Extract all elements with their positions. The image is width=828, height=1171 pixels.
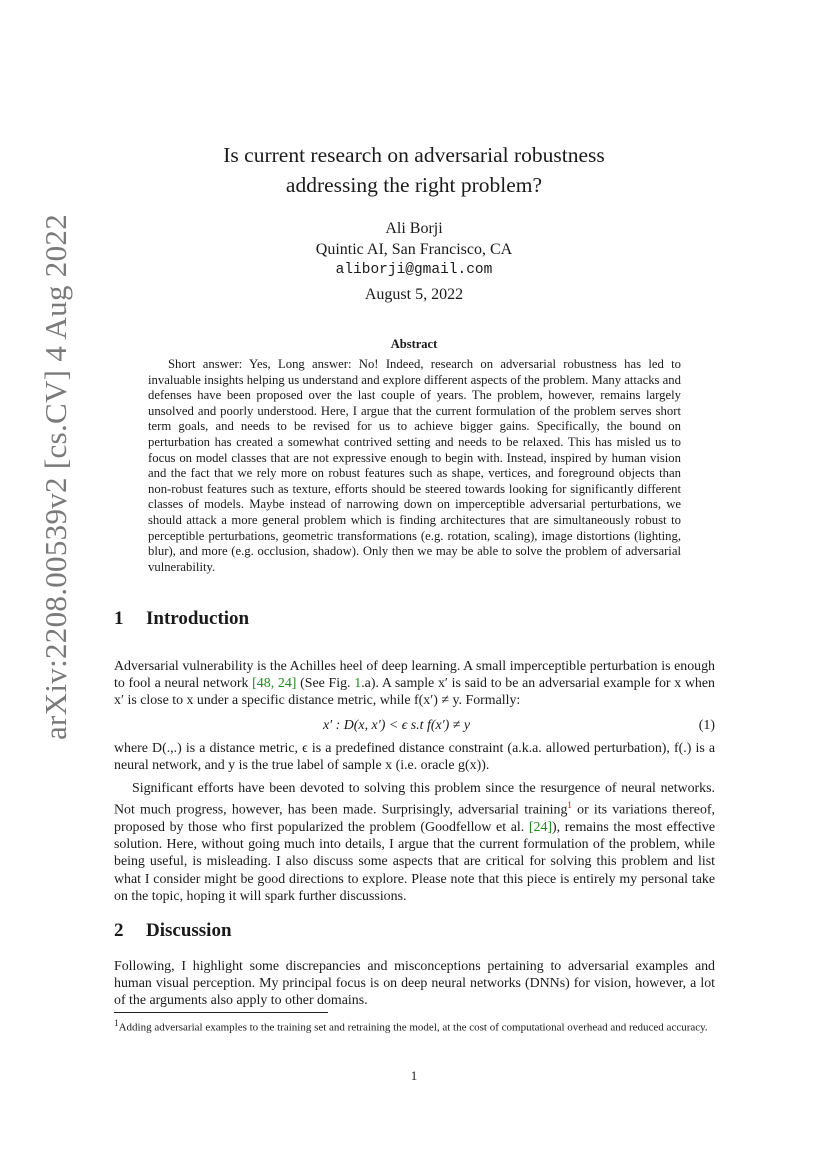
arxiv-identifier: arXiv:2208.00539v2 [cs.CV] 4 Aug 2022 — [38, 213, 73, 740]
figure-link[interactable]: 1 — [354, 676, 362, 692]
citation-link[interactable]: [48, 24] — [252, 676, 297, 692]
text-run: .a). A sample x′ is said to be an adversarial example for x when x′ is close to x under a specific distance metric, while f(x′) ≠ y. Formally: — [114, 676, 715, 709]
page-number: 1 — [410, 1068, 418, 1083]
text-run: Adversarial vulnerability is the Achilles heel of deep learning. A small imperceptible perturbation is enough to fool a neural network — [114, 659, 715, 692]
section-number: 2 — [114, 920, 124, 941]
title-line-2: addressing the right problem? — [285, 173, 543, 197]
intro-paragraph-3 — [114, 780, 715, 905]
paper-date: August 5, 2022 — [364, 286, 464, 303]
citation-link[interactable]: [24] — [528, 820, 553, 836]
paper-title — [114, 140, 714, 200]
text-run: ), remains the most effective solution. Here, without going much into details, I argue that the current formulation of the problem, while being useful, is misleading. I also discuss some aspects that are critical for solving this problem and list what I consider might be good directions to explore. Please note that this piece is entirely my personal take on the topic, hoping it will spark further discussions. — [114, 820, 715, 904]
abstract-text: Short answer: Yes, Long answer: No! Indeed, research on adversarial robustness has led to invaluable insights helping us understand and explore different aspects of the problem. Many attacks and defenses have been proposed over the last couple of years. The problem, however, remains largely unsolved and poorly understood. Here, I argue that the current formulation of the problem serves short term goals, and needs to be revised for us to achieve bigger gains. Specifically, the bound on perturbation has created a somewhat contrived setting and needs to be relaxed. This has misled us to focus on model classes that are not expressive enough to begin with. Instead, inspired by human vision and the fact that we rely more on robust features such as shape, vertices, and foreground objects than non-robust features such as texture, efforts should be steered towards looking for significantly different classes of models. Maybe instead of narrowing down on imperceptible adversarial perturbations, we should attack a more general problem which is finding architectures that are simultaneously robust to perceptible perturbations, geometric transformations (e.g. rotation, scaling), image distortions (lighting, blur), and more (e.g. occlusion, shadow). Only then we may be able to solve the problem of adversarial vulnerability. — [148, 357, 681, 574]
footnote-rule — [114, 1012, 328, 1013]
intro-paragraph-1 — [114, 658, 715, 710]
equation-number: (1) — [698, 718, 715, 733]
author-affiliation: Quintic AI, San Francisco, CA — [315, 241, 513, 258]
title-line-1: Is current research on adversarial robustness — [223, 143, 605, 167]
text-run: (See Fig. — [296, 676, 355, 692]
author-email: aliborji@gmail.com — [335, 262, 493, 278]
section-number: 1 — [114, 608, 124, 629]
discussion-paragraph-1: Following, I highlight some discrepancies and misconceptions pertaining to adversarial examples and human visual perception. My principal focus is on deep neural networks (DNNs) for vision, however, a lot of the arguments also apply to other domains. — [114, 959, 715, 1009]
author-name: Ali Borji — [385, 220, 443, 237]
text-run: Significant efforts have been devoted to solving this problem since the resurgence of neural networks. Not much progress, however, has been made. Surprisingly, adversarial training — [114, 781, 715, 818]
footnote-link[interactable]: 1 — [567, 800, 572, 811]
author-block — [114, 218, 714, 281]
intro-paragraph-2: where D(.,.) is a distance metric, ϵ is a predefined distance constraint (a.k.a. allowed perturbation), f(.) is a neural network, and y is the true label of sample x (i.e. oracle g(x)). — [114, 741, 715, 774]
footnote-text: Adding adversarial examples to the training set and retraining the model, at the cost of computational overhead and reduced accuracy. — [118, 1021, 708, 1034]
section-title: Introduction — [146, 608, 250, 629]
section-title: Discussion — [146, 920, 232, 941]
footnote — [114, 1016, 715, 1035]
abstract-heading: Abstract — [390, 337, 438, 351]
footnote-mark: 1 — [114, 1018, 119, 1028]
text-run: or its variations thereof, proposed by those who first popularized the problem (Goodfellow et al. — [114, 802, 715, 836]
section-heading-introduction — [114, 608, 249, 630]
equation-body: x′ : D(x, x′) < ϵ s.t f(x′) ≠ y — [323, 718, 471, 733]
section-heading-discussion — [114, 920, 232, 942]
